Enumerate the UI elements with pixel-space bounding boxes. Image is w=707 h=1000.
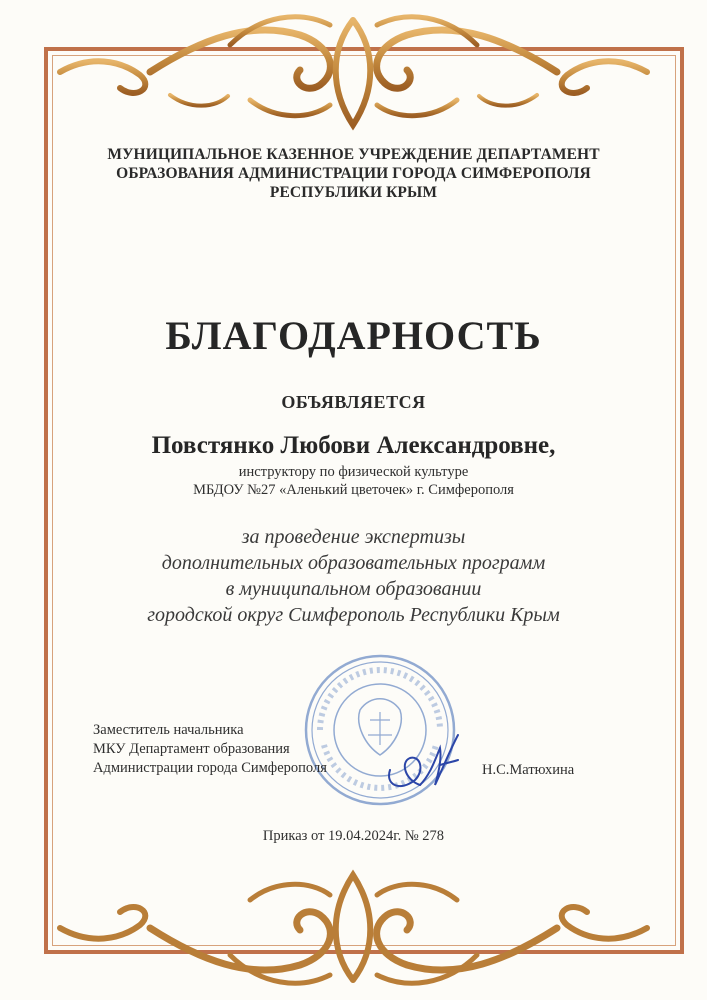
bottom-ornament — [0, 860, 707, 1000]
recipient-organization: МБДОУ №27 «Аленький цветочек» г. Симферополя — [193, 482, 514, 498]
top-ornament — [0, 0, 707, 140]
recipient-name: Повстянко Любови Александровне, — [151, 432, 556, 459]
signer-title-line-3: Администрации города Симферополя — [93, 760, 327, 776]
organization-line-2: ОБРАЗОВАНИЯ АДМИНИСТРАЦИИ ГОРОДА СИМФЕРОПОЛЯ — [116, 165, 591, 182]
signature — [380, 730, 470, 800]
certificate-title: БЛАГОДАРНОСТЬ — [165, 313, 542, 358]
announce-text: ОБЪЯВЛЯЕТСЯ — [281, 392, 426, 412]
signer-title-line-2: МКУ Департамент образования — [93, 741, 290, 757]
order-reference: Приказ от 19.04.2024г. № 278 — [262, 828, 445, 844]
signer-title-line-1: Заместитель начальника — [93, 722, 244, 738]
reason-line-2: дополнительных образовательных программ — [161, 552, 546, 574]
recipient-position: инструктору по физической культуре — [238, 464, 469, 480]
organization-line-3: РЕСПУБЛИКИ КРЫМ — [269, 184, 438, 201]
organization-line-1: МУНИЦИПАЛЬНОЕ КАЗЕННОЕ УЧРЕЖДЕНИЕ ДЕПАРТАМЕНТ — [107, 146, 600, 163]
reason-line-1: за проведение экспертизы — [241, 526, 466, 548]
signer-name: Н.С.Матюхина — [482, 762, 575, 778]
reason-line-3: в муниципальном образовании — [225, 578, 482, 600]
reason-line-4: городской округ Симферополь Республики Крым — [147, 604, 560, 626]
